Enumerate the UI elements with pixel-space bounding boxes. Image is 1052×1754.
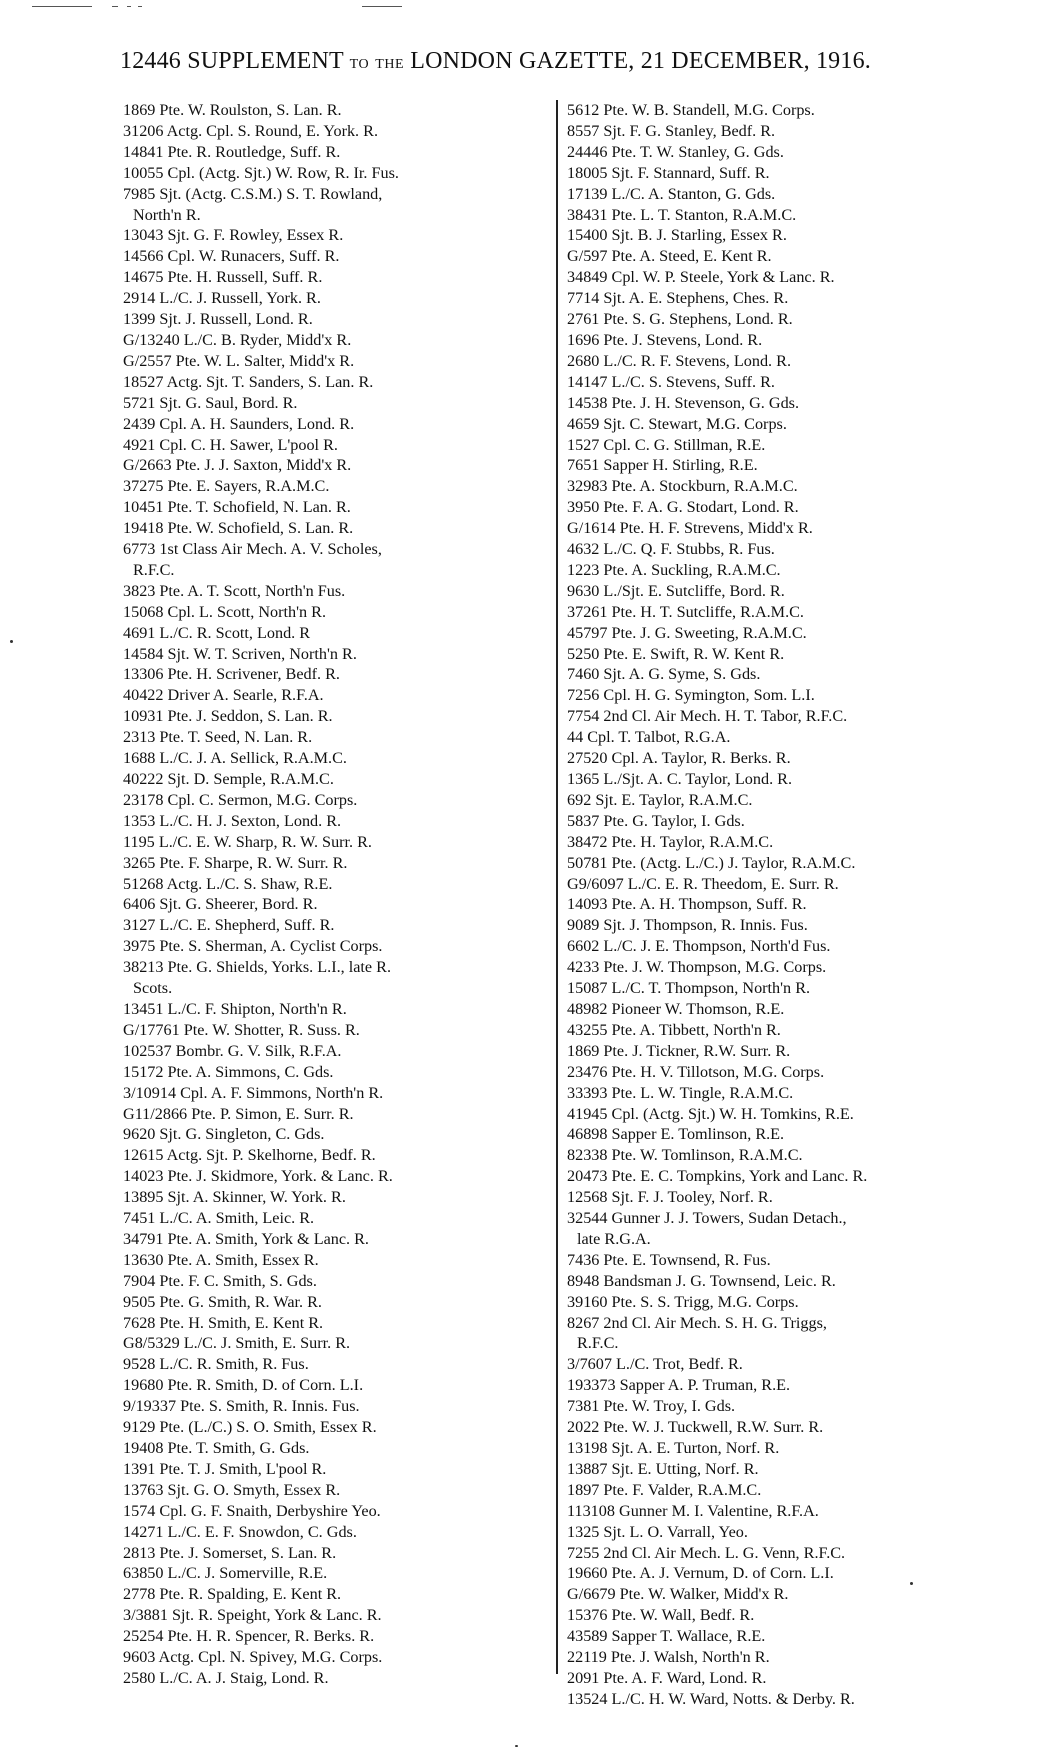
list-item: 3823 Pte. A. T. Scott, North'n Fus. (123, 581, 346, 600)
list-item: 27520 Cpl. A. Taylor, R. Berks. R. (567, 749, 791, 768)
list-item: 9528 L./C. R. Smith, R. Fus. (123, 1355, 309, 1374)
list-item: 8948 Bandsman J. G. Townsend, Leic. R. (567, 1271, 836, 1290)
list-item: 23476 Pte. H. V. Tillotson, M.G. Corps. (567, 1062, 825, 1081)
list-item: 14841 Pte. R. Routledge, Suff. R. (123, 142, 341, 161)
list-item: 39160 Pte. S. S. Trigg, M.G. Corps. (567, 1292, 799, 1311)
list-item: 6406 Sjt. G. Sheerer, Bord. R. (123, 895, 318, 914)
list-item: 1688 L./C. J. A. Sellick, R.A.M.C. (123, 749, 347, 768)
list-item: 1365 L./Sjt. A. C. Taylor, Lond. R. (567, 770, 793, 788)
list-item: 13524 L./C. H. W. Ward, Notts. & Derby. R. (567, 1689, 855, 1708)
list-item: 9/19337 Pte. S. Smith, R. Innis. Fus. (123, 1397, 360, 1416)
list-item: 1869 Pte. W. Roulston, S. Lan. R. (123, 101, 342, 119)
list-item: 7451 L./C. A. Smith, Leic. R. (123, 1209, 315, 1228)
list-item: 15087 L./C. T. Thompson, North'n R. (567, 979, 811, 998)
list-item: 40222 Sjt. D. Semple, R.A.M.C. (123, 770, 334, 788)
list-item: 13630 Pte. A. Smith, Essex R. (123, 1250, 319, 1269)
list-item: 2022 Pte. W. J. Tuckwell, R.W. Surr. R. (567, 1418, 824, 1437)
list-item: 4691 L./C. R. Scott, Lond. R (123, 623, 311, 642)
list-item: G/13240 L./C. B. Ryder, Midd'x R. (123, 330, 352, 349)
list-item: 23178 Cpl. C. Sermon, M.G. Corps. (123, 790, 358, 809)
list-item: 3975 Pte. S. Sherman, A. Cyclist Corps. (123, 937, 383, 956)
list-item: 14566 Cpl. W. Runacers, Suff. R. (123, 247, 340, 266)
list-item: 1353 L./C. H. J. Sexton, Lond. R. (123, 811, 342, 830)
list-item: 44 Cpl. T. Talbot, R.G.A. (567, 728, 731, 747)
speck (10, 640, 13, 643)
list-item: G/597 Pte. A. Steed, E. Kent R. (567, 247, 772, 266)
list-item: 14147 L./C. S. Stevens, Suff. R. (567, 372, 775, 391)
list-item: 40422 Driver A. Searle, R.F.A. (123, 686, 324, 705)
list-item: 5721 Sjt. G. Saul, Bord. R. (123, 393, 298, 412)
list-item-continuation: North'n R. (133, 205, 201, 224)
list-item-continuation: R.F.C. (577, 1334, 619, 1353)
list-item: 193373 Sapper A. P. Truman, R.E. (567, 1376, 791, 1395)
list-item: G/6679 Pte. W. Walker, Midd'x R. (567, 1585, 789, 1604)
list-item: 5612 Pte. W. B. Standell, M.G. Corps. (567, 101, 815, 119)
list-item: 34849 Cpl. W. P. Steele, York & Lanc. R. (567, 268, 835, 287)
list-item: 18005 Sjt. F. Stannard, Suff. R. (567, 163, 770, 182)
list-item: 113108 Gunner M. I. Valentine, R.F.A. (567, 1501, 819, 1520)
list-item: 7754 2nd Cl. Air Mech. H. T. Tabor, R.F.C. (567, 707, 848, 726)
list-item: 15376 Pte. W. Wall, Bedf. R. (567, 1606, 755, 1625)
list-item: 7628 Pte. H. Smith, E. Kent R. (123, 1313, 324, 1332)
list-item: 25254 Pte. H. R. Spencer, R. Berks. R. (123, 1627, 375, 1646)
list-item: 13451 L./C. F. Shipton, North'n R. (123, 999, 347, 1018)
list-item: 63850 L./C. J. Somerville, R.E. (123, 1564, 328, 1583)
list-item: 38213 Pte. G. Shields, Yorks. L.I., late R. (123, 958, 392, 977)
list-item: 10055 Cpl. (Actg. Sjt.) W. Row, R. Ir. Fus. (123, 163, 399, 182)
list-item: G/2557 Pte. W. L. Salter, Midd'x R. (123, 351, 355, 370)
list-item-continuation: Scots. (133, 979, 173, 998)
list-item: 14675 Pte. H. Russell, Suff. R. (123, 268, 323, 287)
list-item: 12615 Actg. Sjt. P. Skelhorne, Bedf. R. (123, 1146, 376, 1165)
list-item: 10931 Pte. J. Seddon, S. Lan. R. (123, 707, 333, 726)
header-to: TO (349, 57, 370, 72)
list-item: 32544 Gunner J. J. Towers, Sudan Detach., (567, 1209, 847, 1228)
list-item: 9129 Pte. (L./C.) S. O. Smith, Essex R. (123, 1418, 377, 1437)
list-item: 6773 1st Class Air Mech. A. V. Scholes, (123, 540, 382, 559)
list-item: G11/2866 Pte. P. Simon, E. Surr. R. (123, 1104, 354, 1123)
column-divider (556, 100, 558, 1674)
list-item: G8/5329 L./C. J. Smith, E. Surr. R. (123, 1334, 351, 1353)
list-item: 43255 Pte. A. Tibbett, North'n R. (567, 1020, 781, 1039)
list-item: 7714 Sjt. A. E. Stephens, Ches. R. (567, 289, 789, 308)
list-item: 7460 Sjt. A. G. Syme, S. Gds. (567, 665, 761, 684)
list-item: 7255 2nd Cl. Air Mech. L. G. Venn, R.F.C. (567, 1543, 846, 1562)
list-item: 4233 Pte. J. W. Thompson, M.G. Corps. (567, 958, 827, 977)
page-header (120, 48, 1000, 75)
list-item: 3/10914 Cpl. A. F. Simmons, North'n R. (123, 1083, 384, 1102)
list-item: 14093 Pte. A. H. Thompson, Suff. R. (567, 895, 807, 914)
list-item: 6602 L./C. J. E. Thompson, North'd Fus. (567, 937, 831, 956)
list-item: 20473 Pte. E. C. Tompkins, York and Lanc. R. (567, 1167, 868, 1186)
list-item: 4632 L./C. Q. F. Stubbs, R. Fus. (567, 540, 775, 559)
list-item: 8267 2nd Cl. Air Mech. S. H. G. Triggs, (567, 1313, 827, 1332)
list-item: 34791 Pte. A. Smith, York & Lanc. R. (123, 1229, 369, 1248)
list-item: 45797 Pte. J. G. Sweeting, R.A.M.C. (567, 623, 807, 642)
list-item: 1696 Pte. J. Stevens, Lond. R. (567, 330, 763, 349)
list-item: 15172 Pte. A. Simmons, C. Gds. (123, 1062, 334, 1081)
list-item: 4659 Sjt. C. Stewart, M.G. Corps. (567, 414, 787, 433)
list-item: 19408 Pte. T. Smith, G. Gds. (123, 1439, 310, 1457)
header-the: THE (375, 57, 405, 72)
list-item: 19660 Pte. A. J. Vernum, D. of Corn. L.I. (567, 1564, 834, 1583)
list-item: 9620 Sjt. G. Singleton, C. Gds. (123, 1125, 325, 1144)
list-item-continuation: R.F.C. (133, 560, 175, 579)
list-item: 12568 Sjt. F. J. Tooley, Norf. R. (567, 1188, 773, 1207)
list-item: 2914 L./C. J. Russell, York. R. (123, 289, 321, 308)
list-item: 41945 Cpl. (Actg. Sjt.) W. H. Tomkins, R.E. (567, 1104, 854, 1123)
list-item: 7651 Sapper H. Stirling, R.E. (567, 456, 758, 475)
list-item: 1869 Pte. J. Tickner, R.W. Surr. R. (567, 1041, 791, 1060)
list-item: 31206 Actg. Cpl. S. Round, E. York. R. (123, 121, 378, 140)
list-item: 24446 Pte. T. W. Stanley, G. Gds. (567, 142, 784, 161)
list-item: 10451 Pte. T. Schofield, N. Lan. R. (123, 498, 351, 517)
list-item: G/2663 Pte. J. J. Saxton, Midd'x R. (123, 456, 352, 475)
speck (515, 1745, 518, 1747)
header-gazette-date: LONDON GAZETTE, 21 DECEMBER, 1916. (410, 48, 871, 74)
list-item: 18527 Actg. Sjt. T. Sanders, S. Lan. R. (123, 372, 374, 391)
speck (910, 1582, 913, 1585)
list-item: 2778 Pte. R. Spalding, E. Kent R. (123, 1585, 342, 1604)
list-item: 3/3881 Sjt. R. Speight, York & Lanc. R. (123, 1606, 382, 1625)
list-item: 82338 Pte. W. Tomlinson, R.A.M.C. (567, 1146, 803, 1165)
list-item: 3950 Pte. F. A. G. Stodart, Lond. R. (567, 498, 799, 517)
list-item: 2439 Cpl. A. H. Saunders, Lond. R. (123, 414, 355, 433)
page-number: 12446 (120, 48, 181, 74)
list-item: 1399 Sjt. J. Russell, Lond. R. (123, 310, 313, 329)
list-item: 13306 Pte. H. Scrivener, Bedf. R. (123, 665, 340, 684)
list-item: 1527 Cpl. C. G. Stillman, R.E. (567, 435, 766, 454)
top-rule (32, 6, 972, 12)
list-item: 13043 Sjt. G. F. Rowley, Essex R. (123, 226, 344, 245)
list-item: 43589 Sapper T. Wallace, R.E. (567, 1627, 766, 1646)
list-item: 48982 Pioneer W. Thomson, R.E. (567, 999, 785, 1018)
list-item: 2313 Pte. T. Seed, N. Lan. R. (123, 728, 313, 747)
list-item: 1574 Cpl. G. F. Snaith, Derbyshire Yeo. (123, 1501, 381, 1520)
left-column (123, 100, 543, 1689)
list-item: 13763 Sjt. G. O. Smyth, Essex R. (123, 1480, 341, 1499)
list-item: 5837 Pte. G. Taylor, I. Gds. (567, 811, 745, 830)
list-item: 15068 Cpl. L. Scott, North'n R. (123, 602, 327, 621)
right-column (567, 100, 987, 1710)
list-item: 13198 Sjt. A. E. Turton, Norf. R. (567, 1439, 780, 1457)
list-item: 3127 L./C. E. Shepherd, Suff. R. (123, 916, 335, 935)
list-item: 7985 Sjt. (Actg. C.S.M.) S. T. Rowland, (123, 184, 383, 203)
list-item: 22119 Pte. J. Walsh, North'n R. (567, 1648, 770, 1667)
list-item: 102537 Bombr. G. V. Silk, R.F.A. (123, 1041, 342, 1060)
list-item: 37275 Pte. E. Sayers, R.A.M.C. (123, 477, 330, 496)
header-supplement: SUPPLEMENT (187, 48, 344, 74)
list-item: 692 Sjt. E. Taylor, R.A.M.C. (567, 790, 753, 809)
list-item: 46898 Sapper E. Tomlinson, R.E. (567, 1125, 785, 1144)
list-item: 13895 Sjt. A. Skinner, W. York. R. (123, 1188, 346, 1207)
list-item: 1223 Pte. A. Suckling, R.A.M.C. (567, 560, 781, 579)
list-item: G9/6097 L./C. E. R. Theedom, E. Surr. R. (567, 874, 839, 893)
list-item: 9505 Pte. G. Smith, R. War. R. (123, 1292, 322, 1311)
list-item: 1195 L./C. E. W. Sharp, R. W. Surr. R. (123, 832, 372, 851)
list-item: 7436 Pte. E. Townsend, R. Fus. (567, 1250, 771, 1269)
list-item: 14584 Sjt. W. T. Scriven, North'n R. (123, 644, 357, 663)
list-item: 1391 Pte. T. J. Smith, L'pool R. (123, 1459, 327, 1478)
list-item: 3265 Pte. F. Sharpe, R. W. Surr. R. (123, 853, 348, 872)
list-item: G/1614 Pte. H. F. Strevens, Midd'x R. (567, 519, 813, 538)
list-item: 7256 Cpl. H. G. Symington, Som. L.I. (567, 686, 815, 705)
list-item: 7381 Pte. W. Troy, I. Gds. (567, 1397, 736, 1416)
list-item: 14023 Pte. J. Skidmore, York. & Lanc. R. (123, 1167, 393, 1186)
list-item: 33393 Pte. L. W. Tingle, R.A.M.C. (567, 1083, 794, 1102)
list-item: 1897 Pte. F. Valder, R.A.M.C. (567, 1480, 762, 1499)
list-item: G/17761 Pte. W. Shotter, R. Suss. R. (123, 1020, 360, 1039)
list-item: 1325 Sjt. L. O. Varrall, Yeo. (567, 1522, 748, 1541)
list-item: 19418 Pte. W. Schofield, S. Lan. R. (123, 519, 354, 538)
list-item: 9603 Actg. Cpl. N. Spivey, M.G. Corps. (123, 1648, 383, 1667)
list-item: 9630 L./Sjt. E. Sutcliffe, Bord. R. (567, 581, 785, 600)
list-item: 14538 Pte. J. H. Stevenson, G. Gds. (567, 393, 800, 412)
list-item: 51268 Actg. L./C. S. Shaw, R.E. (123, 874, 333, 893)
list-item: 4921 Cpl. C. H. Sawer, L'pool R. (123, 435, 338, 454)
list-item: 14271 L./C. E. F. Snowdon, C. Gds. (123, 1522, 357, 1541)
list-item: 7904 Pte. F. C. Smith, S. Gds. (123, 1271, 317, 1290)
list-item: 13887 Sjt. E. Utting, Norf. R. (567, 1459, 759, 1478)
list-item-continuation: late R.G.A. (577, 1229, 651, 1248)
list-item: 50781 Pte. (Actg. L./C.) J. Taylor, R.A.M.C. (567, 853, 856, 872)
list-item: 9089 Sjt. J. Thompson, R. Innis. Fus. (567, 916, 808, 935)
list-item: 2761 Pte. S. G. Stephens, Lond. R. (567, 310, 793, 329)
list-item: 2580 L./C. A. J. Staig, Lond. R. (123, 1668, 329, 1687)
list-item: 38431 Pte. L. T. Stanton, R.A.M.C. (567, 205, 797, 224)
list-item: 15400 Sjt. B. J. Starling, Essex R. (567, 226, 787, 245)
list-item: 8557 Sjt. F. G. Stanley, Bedf. R. (567, 121, 776, 140)
list-item: 2813 Pte. J. Somerset, S. Lan. R. (123, 1543, 337, 1562)
list-item: 17139 L./C. A. Stanton, G. Gds. (567, 184, 776, 203)
list-item: 2680 L./C. R. F. Stevens, Lond. R. (567, 351, 791, 370)
list-item: 38472 Pte. H. Taylor, R.A.M.C. (567, 832, 774, 851)
list-item: 19680 Pte. R. Smith, D. of Corn. L.I. (123, 1376, 364, 1395)
list-item: 3/7607 L./C. Trot, Bedf. R. (567, 1355, 743, 1374)
list-item: 2091 Pte. A. F. Ward, Lond. R. (567, 1668, 767, 1687)
list-item: 32983 Pte. A. Stockburn, R.A.M.C. (567, 477, 798, 496)
list-item: 37261 Pte. H. T. Sutcliffe, R.A.M.C. (567, 602, 804, 621)
list-item: 5250 Pte. E. Swift, R. W. Kent R. (567, 644, 785, 663)
